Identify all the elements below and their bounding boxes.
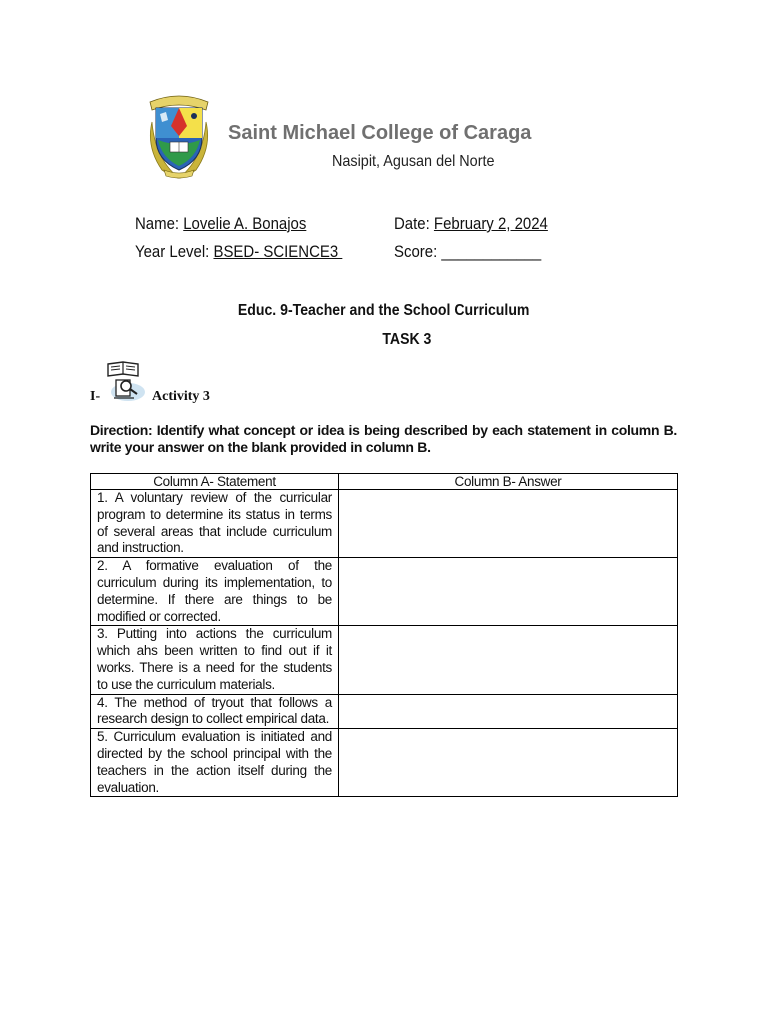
- year-level-value: BSED- SCIENCE3: [213, 242, 343, 261]
- task-title-text: TASK 3: [381, 331, 432, 348]
- answer-cell[interactable]: [339, 626, 678, 694]
- table-row: [91, 626, 678, 694]
- activity-table: [90, 473, 678, 797]
- table-row: [91, 694, 678, 729]
- book-magnifier-icon: [104, 360, 146, 404]
- table-row: [91, 558, 678, 626]
- statement-cell: 5. Curriculum evaluation is initiated and directed by the school principal with the teachers in the action itself during the evaluation.: [91, 729, 339, 797]
- name-line: [135, 214, 306, 234]
- year-level-label: Year Level:: [135, 242, 210, 261]
- course-title: [0, 302, 768, 320]
- column-a-header: Column A- Statement: [91, 474, 339, 490]
- date-line: [394, 214, 548, 234]
- answer-cell[interactable]: [339, 490, 678, 558]
- date-label: Date:: [394, 214, 430, 233]
- task-title: [0, 331, 768, 349]
- college-address: Nasipit, Agusan del Norte: [332, 153, 495, 170]
- section-number: I-: [90, 389, 101, 404]
- score-blank: ____________: [441, 242, 542, 261]
- score-label: Score:: [394, 242, 438, 261]
- statement-cell: 3. Putting into actions the curriculum which ahs been written to find out if it works. There is a need for the students to use the curriculum materials.: [91, 626, 339, 694]
- name-label: Name:: [135, 214, 180, 233]
- name-value: Lovelie A. Bonajos: [183, 214, 307, 233]
- score-line: [394, 242, 541, 262]
- statement-cell: 2. A formative evaluation of the curriculum during its implementation, to determine. If there are things to be modified or corrected.: [91, 558, 339, 626]
- course-title-text: Educ. 9-Teacher and the School Curriculum: [238, 302, 530, 319]
- table-row: [91, 490, 678, 558]
- table-row: [91, 729, 678, 797]
- statement-cell: 1. A voluntary review of the curricular program to determine its status in terms of several areas that include curriculum and instruction.: [91, 490, 339, 558]
- answer-cell[interactable]: [339, 694, 678, 729]
- answer-cell[interactable]: [339, 729, 678, 797]
- statement-cell: 4. The method of tryout that follows a research design to collect empirical data.: [91, 694, 339, 729]
- direction-text: Direction: Identify what concept or idea is being described by each statement in column B. write your answer on the blank provided in column B.: [90, 422, 677, 455]
- activity-label: Activity 3: [152, 389, 210, 404]
- answer-cell[interactable]: [339, 558, 678, 626]
- year-level-line: [135, 242, 342, 262]
- date-value: February 2, 2024: [433, 214, 548, 233]
- column-b-header: Column B- Answer: [339, 474, 678, 490]
- college-seal-logo: [144, 92, 214, 180]
- table-header-row: [91, 474, 678, 490]
- college-name: Saint Michael College of Caraga: [228, 122, 532, 144]
